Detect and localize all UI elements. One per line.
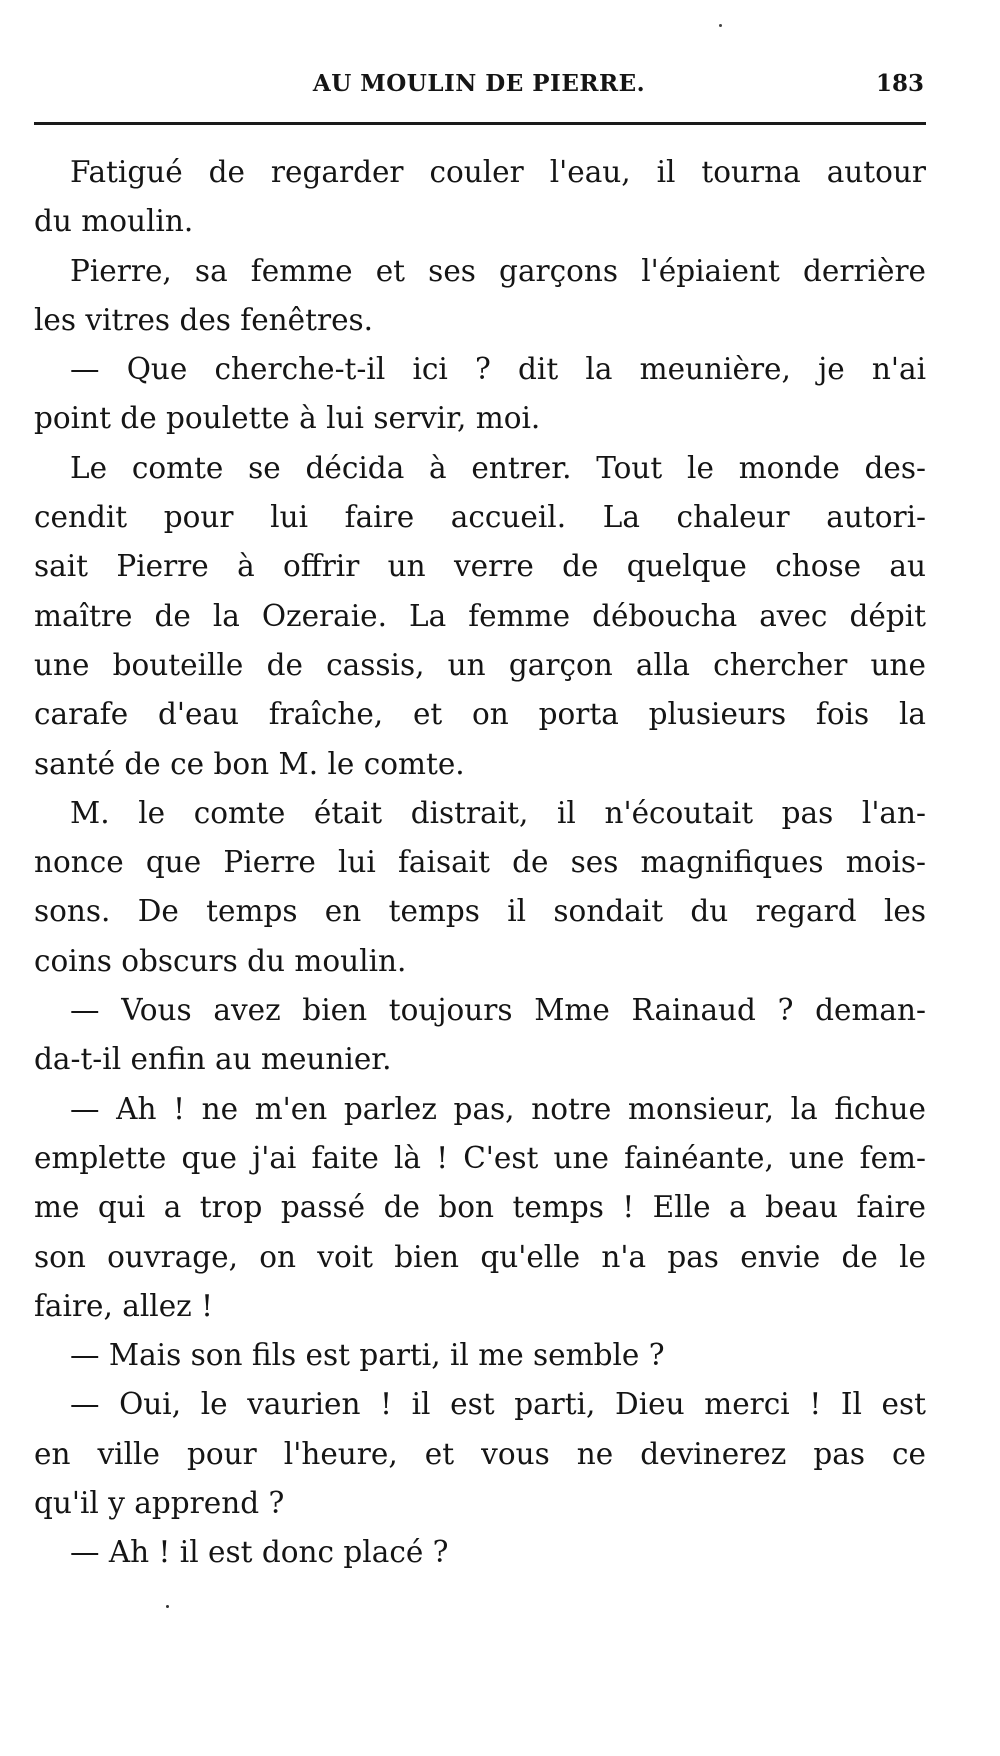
text-line: sons. De temps en temps il sondait du regard les	[34, 894, 926, 929]
text-line: — Que cherche-t-il ici ? dit la meunière, je n'ai	[70, 352, 926, 387]
text-line: les vitres des fenêtres.	[34, 302, 374, 337]
text-line: da-t-il enfin au meunier.	[34, 1042, 392, 1077]
text-line: M. le comte était distrait, il n'écoutait pas l'an-	[70, 795, 926, 830]
text-line: en ville pour l'heure, et vous ne devinerez pas ce	[34, 1436, 926, 1471]
text-line: faire, allez !	[34, 1288, 213, 1323]
text-line: sait Pierre à offrir un verre de quelque chose au	[34, 549, 926, 584]
text-line: — Vous avez bien toujours Mme Rainaud ? deman-	[70, 993, 926, 1028]
text-line: du moulin.	[34, 204, 194, 239]
text-line: point de poulette à lui servir, moi.	[34, 401, 541, 436]
page-number: 183	[875, 70, 924, 97]
print-speck	[719, 24, 722, 27]
text-line: maître de la Ozeraie. La femme déboucha avec dépit	[34, 598, 926, 633]
text-line: Le comte se décida à entrer. Tout le monde des-	[70, 450, 926, 485]
text-line: — Oui, le vaurien ! il est parti, Dieu merci ! Il est	[70, 1387, 926, 1422]
text-line: nonce que Pierre lui faisait de ses magnifiques mois-	[34, 845, 926, 880]
print-speck	[166, 1605, 169, 1608]
text-line: Fatigué de regarder couler l'eau, il tourna autour	[70, 155, 926, 189]
text-line: coins obscurs du moulin.	[34, 943, 407, 978]
text-line: Pierre, sa femme et ses garçons l'épiaient derrière	[70, 253, 926, 288]
text-line: santé de ce bon M. le comte.	[34, 746, 465, 781]
text-line: — Ah ! ne m'en parlez pas, notre monsieur, la fichue	[70, 1091, 926, 1126]
page-header	[34, 70, 924, 106]
text-line: emplette que j'ai faite là ! C'est une fainéante, une fem-	[34, 1140, 926, 1175]
text-line: carafe d'eau fraîche, et on porta plusieurs fois la	[34, 697, 926, 732]
body-text	[34, 148, 926, 1578]
header-rule	[34, 122, 926, 125]
text-line: cendit pour lui faire accueil. La chaleur autori-	[34, 500, 926, 535]
running-title: AU MOULIN DE PIERRE.	[312, 70, 646, 97]
text-line: une bouteille de cassis, un garçon alla chercher une	[34, 647, 926, 682]
text-line: me qui a trop passé de bon temps ! Elle a beau faire	[34, 1190, 926, 1225]
text-line: qu'il y apprend ?	[34, 1486, 285, 1521]
text-line: son ouvrage, on voit bien qu'elle n'a pas envie de le	[34, 1239, 926, 1274]
text-line: — Ah ! il est donc placé ?	[70, 1535, 449, 1570]
text-line: — Mais son fils est parti, il me semble ?	[70, 1338, 665, 1373]
